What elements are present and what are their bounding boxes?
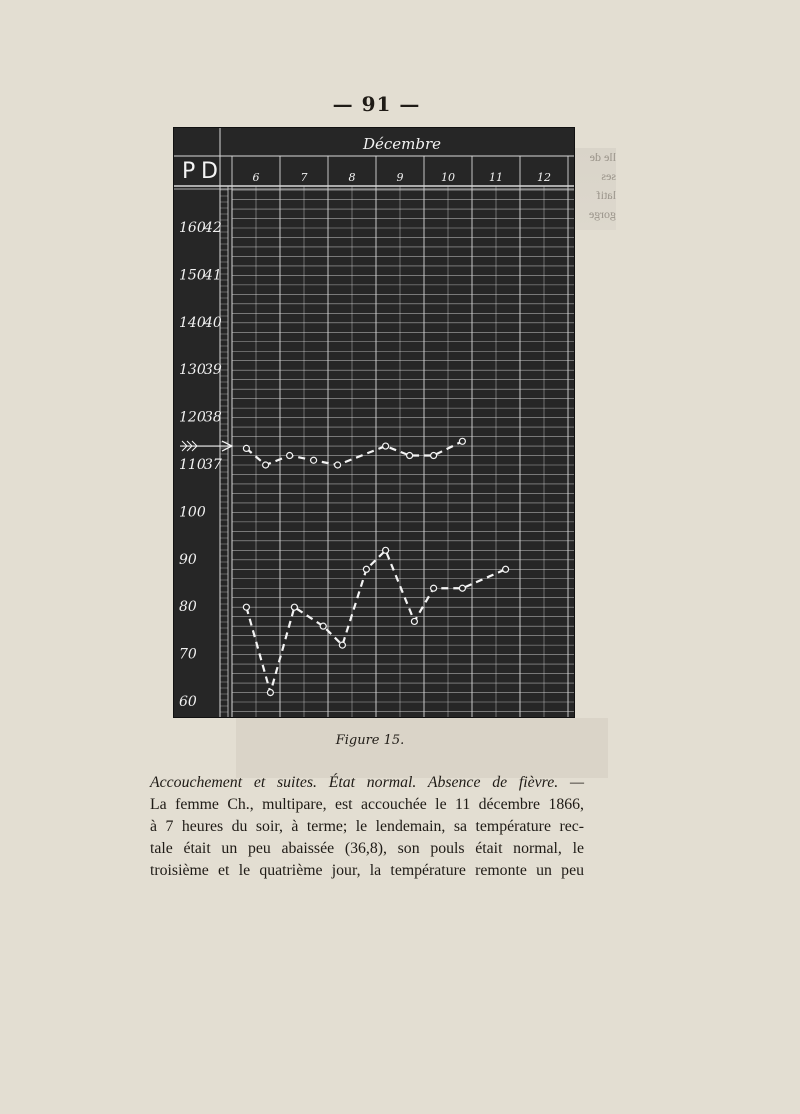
temperature-data-point xyxy=(383,443,389,449)
x-tick-label: 9 xyxy=(396,171,404,184)
paper-stain xyxy=(236,718,608,778)
temperature-data-point xyxy=(459,438,465,444)
pulse-data-point xyxy=(363,566,369,572)
pulse-data-point xyxy=(431,585,437,591)
x-tick-label: 12 xyxy=(537,171,551,184)
paragraph-heading: Accouchement et suites. État normal. Absence de fièvre. — xyxy=(150,774,584,791)
pulse-data-point xyxy=(291,604,297,610)
temperature-data-point xyxy=(311,457,317,463)
y-temp-tick-label: 40 xyxy=(204,314,222,331)
paragraph-line: tale était un peu abaissée (36,8), son pouls était normal, le xyxy=(150,840,584,857)
temperature-data-point xyxy=(407,453,413,459)
pulse-data-point xyxy=(503,566,509,572)
show-through-line: latif xyxy=(596,188,616,202)
y-pulse-tick-label: 90 xyxy=(179,551,197,568)
paragraph-line: La femme Ch., multipare, est accouchée le 11 décembre 1866, xyxy=(150,796,584,813)
y-pulse-tick-label: 100 xyxy=(179,504,206,521)
y-pulse-tick-label: 150 xyxy=(179,267,206,284)
y-pulse-tick-label: 80 xyxy=(179,599,197,616)
header-label-p: P xyxy=(182,159,196,184)
temperature-data-point xyxy=(263,462,269,468)
pulse-data-point xyxy=(383,547,389,553)
chart-title: Décembre xyxy=(362,135,442,153)
y-pulse-tick-label: 120 xyxy=(179,409,206,426)
y-pulse-tick-label: 160 xyxy=(179,220,206,236)
y-temp-tick-label: 42 xyxy=(204,220,222,236)
temperature-data-point xyxy=(431,453,437,459)
x-tick-label: 8 xyxy=(348,171,356,184)
pulse-data-point xyxy=(267,690,273,696)
y-pulse-tick-label: 130 xyxy=(179,362,206,379)
y-temp-tick-label: 39 xyxy=(204,362,222,379)
y-temp-tick-label: 38 xyxy=(204,409,222,426)
show-through-text xyxy=(572,148,616,230)
temperature-data-point xyxy=(287,453,293,459)
page-number: — 91 — xyxy=(332,92,421,116)
figure-caption: Figure 15. xyxy=(335,733,405,748)
y-pulse-tick-label: 140 xyxy=(179,314,206,331)
pulse-data-point xyxy=(459,585,465,591)
body-paragraph xyxy=(150,772,584,882)
temperature-series-line xyxy=(246,441,462,465)
y-pulse-tick-label: 70 xyxy=(179,646,197,663)
show-through-line: lle de xyxy=(589,150,616,164)
y-temp-tick-label: 37 xyxy=(204,457,222,473)
temperature-data-point xyxy=(243,445,249,451)
y-temp-tick-label: 41 xyxy=(204,267,222,284)
show-through-line: ses xyxy=(601,169,616,183)
pulse-data-point xyxy=(243,604,249,610)
x-tick-label: 11 xyxy=(489,171,503,184)
paragraph-line: troisième et le quatrième jour, la température remonte un peu xyxy=(150,862,584,879)
x-tick-label: 10 xyxy=(441,171,455,184)
pulse-data-point xyxy=(320,623,326,629)
y-pulse-tick-label: 60 xyxy=(179,694,197,710)
paragraph-line: à 7 heures du soir, à terme; le lendemain, sa température rec- xyxy=(150,818,584,835)
pulse-data-point xyxy=(411,618,417,624)
header-label-d: D xyxy=(201,159,218,184)
temperature-pulse-chart xyxy=(174,128,574,717)
x-tick-label: 6 xyxy=(252,171,260,184)
show-through-line: gorge xyxy=(588,207,616,221)
y-pulse-tick-label: 110 xyxy=(179,457,206,473)
temperature-data-point xyxy=(335,462,341,468)
x-tick-label: 7 xyxy=(300,171,308,184)
pulse-data-point xyxy=(339,642,345,648)
chart-svg xyxy=(174,128,574,717)
